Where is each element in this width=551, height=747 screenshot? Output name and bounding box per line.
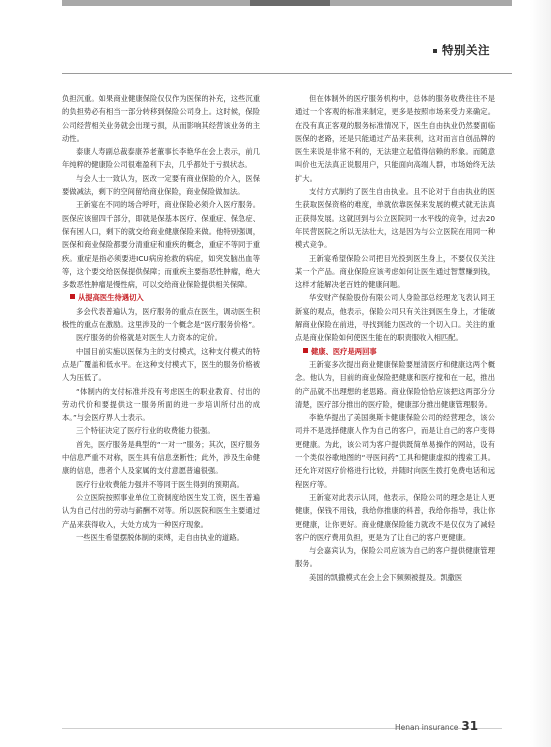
subhead-text: 从提高医生待遇切入 xyxy=(78,293,144,303)
top-decorative-bar-dark xyxy=(250,0,330,6)
page-edge-shadow xyxy=(530,0,551,747)
section-subhead xyxy=(295,345,495,358)
body-paragraph: 公立医院按照事业单位工资制度给医生发工资，医生普遍认为自己付出的劳动与薪酬不对等。所以医院和医生主要通过产品来获得收入，大处方成为一种医疗现象。 xyxy=(62,492,260,529)
subhead-text: 健康、医疗是两回事 xyxy=(311,346,377,356)
section-label: 特别关注 xyxy=(442,43,490,57)
body-paragraph: 华安财产保险股份有限公司人身险部总经理龙飞表认同王新宴的观点，他表示，保险公司只有关注到医生身上，才能破解商业保险在前进，寻找到能力医改的一个切入口。关注的重点是商业保险如何使医生能在的职责服收入相匹配。 xyxy=(295,293,495,343)
body-paragraph: “体制内的支付标准并没有考虑医生的职业教育、付出的劳动代价和要提供这一服务所面的进一步培训所付出的成本。”与会医疗界人士表示。 xyxy=(62,386,260,423)
subhead-bullet-icon xyxy=(303,348,308,353)
body-paragraph: 王新宴对此表示认同，他表示，保险公司的理念是让人更健康，保钱不用钱，我给你推康的科普，我给你指导，我让你更健康，让你更好。商业健康保险能力就改不是仅仅为了减轻客户的医疗费用负担，更是为了让自己的客户更健康。 xyxy=(295,492,495,542)
header-rule xyxy=(62,73,512,74)
body-paragraph: 与会嘉宾认为，保险公司应该为自己的客户提供健康管理服务。 xyxy=(295,546,495,569)
body-paragraph: 首先，医疗服务是典型的“一对一”服务；其次，医疗服务中信息严重不对称，医生具有信息垄断性；此外，涉及生命健康的信息，患者个人及家属的支付意愿普遍很强。 xyxy=(62,439,260,476)
right-text-column xyxy=(295,92,495,584)
body-paragraph: 负担沉重。如果商业健康保险仅仅作为医保的补充，这些沉重的负担势必有相当一部分转移到保险公司身上。这时候，保险公司经营相关业务就会出现亏损，从而影响其经营该业务的主动性。 xyxy=(62,94,260,143)
body-paragraph: 与会人士一致认为，医改一定要有商业保险的介入，医保要做减法，剩下的空间留给商业保险，商业保险做加法。 xyxy=(62,173,260,197)
body-paragraph: 泰康人寿副总裁泰康养老董事长李艳华在会上表示，前几年纯粹的健康险公司很难盈利下去，几乎都处于亏损状态。 xyxy=(62,147,260,170)
body-paragraph: 王新宴希望保险公司把目光投到医生身上，不要仅仅关注某一个产品。商业保险应该考虑如何让医生通过智慧赚到钱，这样才能解决老百姓的健康问题。 xyxy=(295,253,495,290)
body-paragraph: 中国目前实施以医保为主的支付模式，这种支付模式的特点是广覆盖和低水平。在这种支付模式下，医生的服务价格被人为压低了。 xyxy=(62,346,260,383)
body-paragraph: 王新宴在不同的场合呼吁，商业保险必须介入医疗服务。医保应该留四千部分，即就是保基本医疗、保重症、保急症、保有困人口，剩下的就交给商业健康保险来做。他特别强调，医保和商业保险都要分清重症和重疾的概念，重症不等同于重疾。重症是指必须要进ICU病房抢救的病症，如突发脑出血等等，这个要交给医保提供保障；而重疾主要指恶性肿瘤，绝大多数恶性肿瘤是慢性病，可以交给商业保险提供相关保障。 xyxy=(62,200,260,290)
body-paragraph: 多会代表普遍认为，医疗服务的重点在医生，调动医生积极性的重点在激励。这里涉及的一个概念是“医疗服务价格”。 xyxy=(62,306,260,330)
magazine-name: Henan insurance xyxy=(395,723,459,732)
section-marker-square xyxy=(433,49,437,53)
body-paragraph: 一些医生希望摆脱体制的束缚，走自由执业的道路。 xyxy=(76,532,244,542)
body-paragraph: 医疗行业收费能力强并不等同于医生得到的预期高。 xyxy=(76,479,244,489)
body-paragraph: 支付方式制约了医生自由执业。且不论对于自由执业的医生获取医保资格的难度，单就依靠医保来发展的模式就无法真正获得发展。这就回到与公立医院同一水平线的竞争，过去20年民营医院之所以无法壮大，这是因为与公立医院在用同一种模式竞争。 xyxy=(295,187,495,250)
subhead-bullet-icon xyxy=(70,294,75,299)
body-paragraph: 三个特征决定了医疗行业的收费能力很强。 xyxy=(76,426,215,436)
body-paragraph: 但在体制外的医疗服务机构中，总体的服务收费往往不是通过一个客观的标准来制定，更多是按照市场来受力来确定。在没有真正客观的服务标准情况下，医生自由执业仍然要面临医保的老路，还是只能通过产品来获利，这对而言自创品牌的医生来说是非常不利的，无法建立起值得信赖的形象。而随意叫价也无法真正说服用户，只能面向高端人群，市场始终无法扩大。 xyxy=(295,94,495,183)
body-paragraph: 美国的凯撒模式在会上会下频频被提及。凯撒医 xyxy=(309,572,463,582)
page-footer xyxy=(395,719,478,733)
body-paragraph: 医疗服务的价格就是对医生人力资本的定价。 xyxy=(76,333,222,343)
left-text-column xyxy=(62,92,260,544)
page-number: 31 xyxy=(461,719,479,733)
section-subhead xyxy=(62,291,260,304)
body-paragraph: 李艳华提出了美国奥斯卡健康保险公司的经营理念，该公司并不是选择健康人作为自己的客户，而是让自己的客户变得更健康。为此，该公司为客户提供既简单易操作的网站，设有一个类似谷歌地图的“寻医问药”工具和健康虚拟的搜索工具。还允许对医疗价格进行比较，并随时向医生拨打免费电话和远程医疗等。 xyxy=(295,413,495,489)
body-paragraph: 王新宴多次提出商业健康保险要厘清医疗和健康这两个概念。他认为，目前的商业保险把健康和医疗搅和在一起，推出的产品就不出理想的老思路。商业保险恰恰应该把这两部分分清楚，医疗部分推出的医疗险，健康部分推出健康管理服务。 xyxy=(295,359,495,409)
